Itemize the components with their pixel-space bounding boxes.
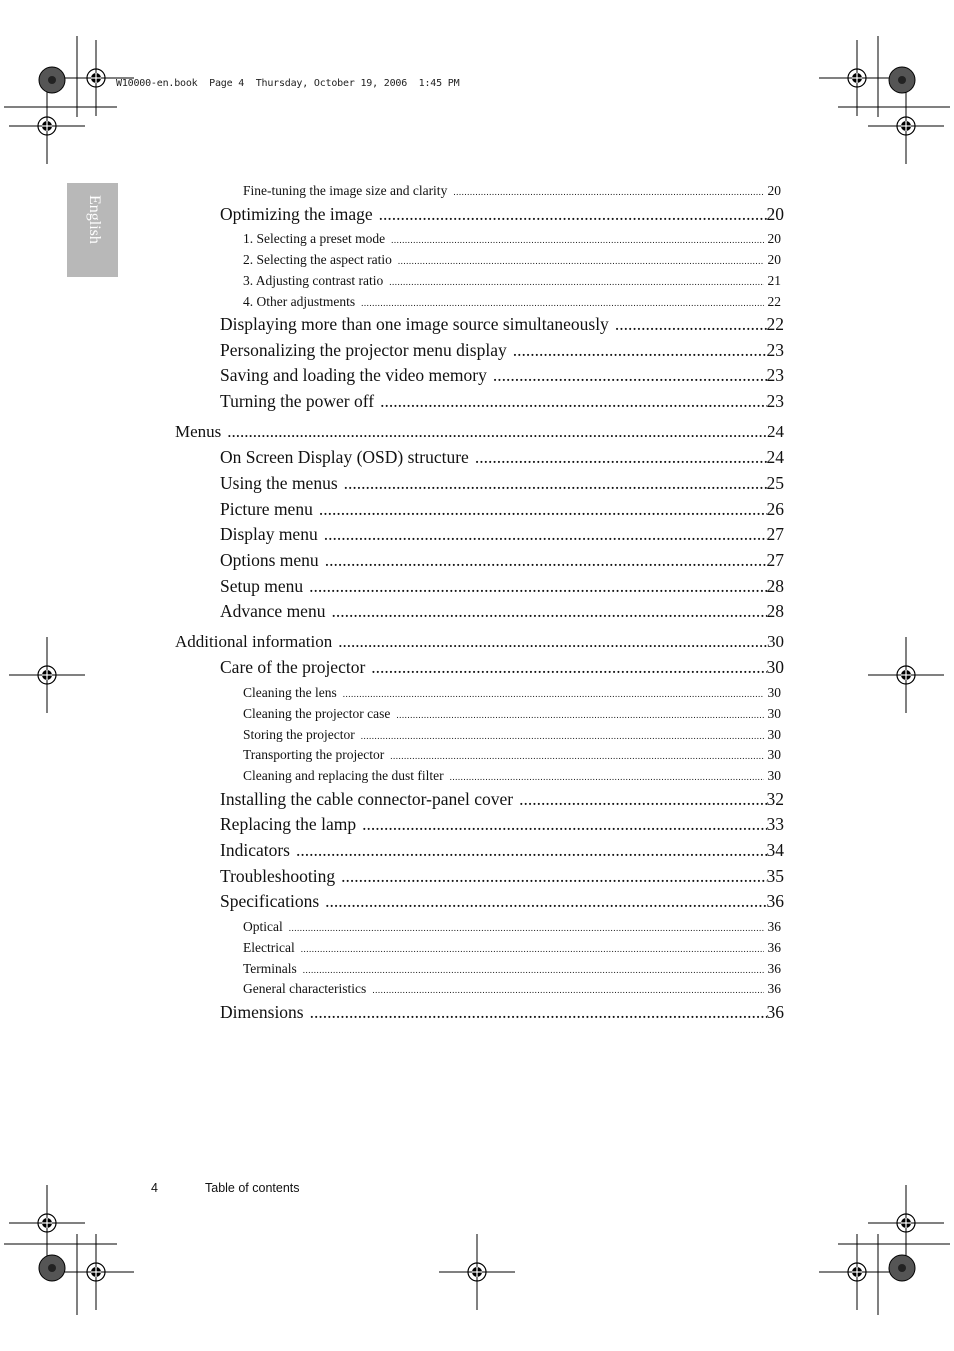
toc-entry-page: 21 [767,273,781,288]
toc-entry-title: On Screen Display (OSD) structure [220,447,469,467]
toc-entry-title: Optimizing the image [220,204,373,224]
toc-entry-title: Cleaning the projector case [243,706,391,721]
toc-entry-page: 30 [767,706,781,721]
toc-entry-title: General characteristics [243,981,367,996]
toc-entry-page: 22 [767,294,781,309]
toc-entry-page: 24 [766,447,784,467]
toc-entry-title: Cleaning and replacing the dust filter [243,768,444,783]
toc-entry-title: Display menu [220,524,318,544]
language-tab-label: English [85,195,103,244]
toc-entry-page: 27 [766,550,784,570]
toc-entry-title: 4. Other adjustments [243,294,356,309]
toc-entry-title: Menus [175,422,222,441]
toc-entry-title: Electrical [243,940,295,955]
toc-entry-page: 36 [766,1002,784,1022]
toc-entry-page: 20 [766,204,784,224]
toc-entry-title: Terminals [243,961,297,976]
toc-entry-title: Setup menu [220,576,304,596]
toc-entry-page: 22 [766,314,784,334]
toc-entry-page: 32 [766,789,784,809]
toc-entry-title: Optical [243,919,283,934]
toc-entry-page: 26 [766,499,784,519]
toc-entry-page: 30 [767,768,781,783]
toc-entry-title: Dimensions [220,1002,304,1022]
toc-entry-title: Advance menu [220,601,326,621]
toc-entry-title: Installing the cable connector-panel cover [220,789,514,809]
toc-entry-title: Replacing the lamp [220,814,357,834]
toc-entry-page: 30 [766,657,784,677]
toc-entry-page: 30 [767,632,784,651]
toc-entry-title: Picture menu [220,499,313,519]
toc-entry-page: 36 [767,981,781,996]
toc-entry-page: 24 [767,422,784,441]
toc-entry-page: 30 [767,685,781,700]
toc-entry-page: 36 [767,961,781,976]
toc-entry-page: 28 [766,576,784,596]
toc-entry-title: Personalizing the projector menu display [220,340,507,360]
toc-entry-title: Troubleshooting [220,866,336,886]
toc-entry-title: Cleaning the lens [243,685,337,700]
toc-entry-page: 28 [766,601,784,621]
toc-entry-page: 30 [767,727,781,742]
print-slug: W10000-en.book Page 4 Thursday, October 19, 2006 1:45 PM [116,78,460,89]
toc-entry-page: 36 [767,919,781,934]
toc-entry-page: 25 [766,473,784,493]
toc-entry-page: 20 [767,231,781,246]
toc-entry-page: 30 [767,747,781,762]
toc-entry-title: 2. Selecting the aspect ratio [243,252,392,267]
toc-entry-page: 23 [766,391,784,411]
toc-entry-page: 36 [767,940,781,955]
footer-section-title: Table of contents [205,1181,300,1195]
toc-entry-title: Storing the projector [243,727,355,742]
toc-entry-title: Turning the power off [220,391,375,411]
toc-entry-page: 20 [767,183,781,198]
toc-entry-page: 33 [766,814,784,834]
toc-entry-title: Options menu [220,550,319,570]
toc-entry-title: 1. Selecting a preset mode [243,231,386,246]
toc-entry-title: Care of the projector [220,657,366,677]
page-number: 4 [151,1181,158,1195]
toc-entry-title: Transporting the projector [243,747,385,762]
toc-entry-page: 23 [766,365,784,385]
toc-entry-title: Indicators [220,840,290,860]
toc-entry-page: 27 [766,524,784,544]
toc-entry-title: 3. Adjusting contrast ratio [243,273,384,288]
toc-entry-title: Fine-tuning the image size and clarity [243,183,448,198]
toc-entry-title: Specifications [220,891,320,911]
toc-entry-page: 34 [766,840,784,860]
toc-entry-page: 35 [766,866,784,886]
toc-entry-page: 20 [767,252,781,267]
toc-entry-page: 23 [766,340,784,360]
toc-entry-page: 36 [766,891,784,911]
toc-entry-title: Displaying more than one image source simultaneously [220,314,609,334]
toc-entry-title: Using the menus [220,473,338,493]
toc-entry-title: Saving and loading the video memory [220,365,487,385]
toc-entry-title: Additional information [175,632,333,651]
